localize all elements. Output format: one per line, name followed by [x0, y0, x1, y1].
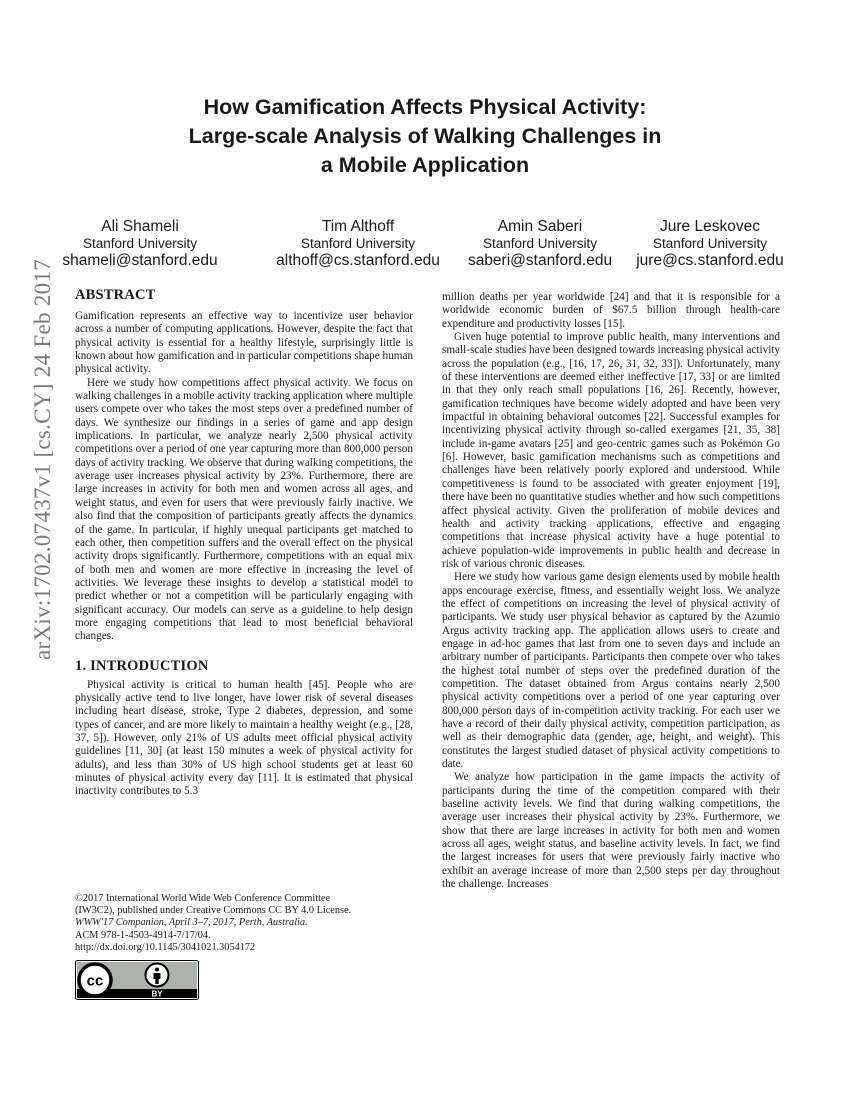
- title-line: a Mobile Application: [320, 153, 530, 177]
- author-affiliation: Stanford University: [482, 236, 598, 251]
- copyright-line: ©2017 International World Wide Web Conference Committee: [75, 893, 331, 904]
- doi-link[interactable]: http://dx.doi.org/10.1145/3041021.3054172: [75, 941, 256, 953]
- left-column: [75, 287, 413, 799]
- intro-paragraph: Physical activity is critical to human health [45]. People who are physically active tend to live longer, have lower risk of several diseases including heart disease, stroke, Type 2 diabetes, depression, and some types of cancer, and are more likely to maintain a healthy weight (e.g., [28, 37, 5]). However, only 21% of US adults meet official physical activity guidelines [11, 30] (at least 150 minutes a week of physical activity for adults), and less than 30% of US high school students get at least 60 minutes of physical activity every day [11]. It is estimated that physical inactivity contributes to 5.3: [75, 678, 413, 798]
- copyright-line: (IW3C2), published under Creative Commons CC BY 4.0 License.: [75, 905, 352, 917]
- abstract-paragraph: Gamification represents an effective way to incentivize user behavior across a number of computing applications. However, despite the fact that physical activity is essential for a healthy lifestyle, surprisingly little is known about how gamification and in particular competitions shape human physical activity.: [75, 310, 413, 376]
- copyright-notice: [75, 893, 413, 954]
- copyright-line: WWW'17 Companion, April 3–7, 2017, Perth, Australia.: [75, 917, 308, 929]
- author-4: [630, 218, 790, 270]
- cc-icon-label: cc: [86, 972, 104, 990]
- abstract-paragraph: Here we study how competitions affect physical activity. We focus on walking challenges in a mobile activity tracking application where multiple users compete over who takes the most steps over a predefined number of days. We synthesize our findings in a series of game and app design implications. In particular, we analyze nearly 2,500 physical activity competitions over a period of one year capturing more than 800,000 person days of activity tracking. We observe that during walking competitions, the average user increases physical activity by 23%. Furthermore, there are large increases in activity for both men and women across all ages, and weight status, and even for users that were previously fairly inactive. We also find that the composition of participants greatly affects the dynamics of the game. In particular, if highly unequal participants get matched to each other, then competition suffers and the overall effect on the physical activity drops significantly. Furthermore, competitions with an equal mix of both men and women are more effective in increasing the level of activities. We leverage these insights to develop a statistical model to predict whether or not a competition will be particularly engaging with significant accuracy. Our models can serve as a guideline to help design more engaging competitions that lead to most beneficial behavioral changes.: [75, 376, 413, 643]
- title-line: Large-scale Analysis of Walking Challenges in: [188, 124, 662, 148]
- arxiv-identifier: arXiv:1702.07437v1 [cs.CY] 24 Feb 2017: [30, 258, 55, 660]
- author-name: Ali Shameli: [101, 218, 179, 235]
- author-email[interactable]: saberi@stanford.edu: [467, 252, 613, 269]
- author-name: Jure Leskovec: [660, 218, 760, 235]
- author-affiliation: Stanford University: [82, 236, 198, 251]
- author-3: [460, 218, 620, 270]
- title-line: How Gamification Affects Physical Activity:: [203, 95, 647, 119]
- intro-paragraph: million deaths per year worldwide [24] and that it is responsible for a worldwide economic burden of $67.5 billion through health-care expenditure and productivity losses [15].: [442, 291, 780, 330]
- intro-paragraph: Here we study how various game design elements used by mobile health apps encourage exercise, fitness, and essentially weight loss. We analyze the effect of competitions on increasing the level of physical activity of participants. We study user physical behavior as captured by the Azumio Argus activity tracking app. The application allows users to create and engage in ad-hoc games that last from one to seven days and include an arbitrary number of participants. Participants then compete over who takes the highest total number of steps over the predefined duration of the competition. The dataset obtained from Argus contains nearly 2,500 physical activity competitions over a period of one year capturing over 800,000 person days of in-competition activity tracking. For each user we have a record of their daily physical activity, competition participation, as well as their demographic data (gender, age, height, and weight). This constitutes the largest studied dataset of physical activity competitions to date.: [442, 571, 780, 771]
- attribution-icon: [146, 964, 169, 987]
- introduction-heading: 1. INTRODUCTION: [75, 657, 209, 674]
- author-2: [268, 218, 448, 270]
- abstract-heading: ABSTRACT: [75, 287, 156, 303]
- author-affiliation: Stanford University: [300, 236, 416, 251]
- author-email[interactable]: althoff@cs.stanford.edu: [276, 252, 440, 269]
- author-name: Amin Saberi: [497, 218, 583, 235]
- intro-paragraph: Given huge potential to improve public health, many interventions and small-scale studies have been designed towards increasing physical activity across the population (e.g., [16, 17, 26, 31, 32, 33]). Unfortunately, many of these interventions are deemed either ineffective [17, 33] or are limited in that they only reach small populations [16, 26]. Recently, however, gamification techniques have become widely adopted and have been very impactful in obtaining behavioral outcomes [22]. Successful examples for incentivizing physical activity through so-called exergames [21, 35, 38] include in-game avatars [25] and geo-centric games such as Pokémon Go [6]. However, basic gamification mechanisms such as competitions and challenges have been relatively poorly explored and understood. While competitiveness is found to be associated with greater enjoyment [19], there have been no quantitative studies whether and how such competitions affect physical activity. Given the proliferation of mobile devices and health and activity tracking applications, effective and engaging competitions that increase physical activity have a huge potential to achieve population-wide improvements in public health and decrease in risk of various chronic diseases.: [442, 331, 781, 570]
- intro-paragraph: We analyze how participation in the game impacts the activity of participants during the time of the competition compared with their baseline activity levels. We find that during walking competitions, the average user increases their physical activity by 23%. Furthermore, we show that there are large increases in activity for both men and women across all ages, weight status, and baseline activity levels. In fact, we find the largest increases for users that were previously fairly inactive who exhibit an average increase of more than 2,500 steps per day throughout the challenge. Increases: [442, 771, 780, 891]
- paper-title: [75, 93, 775, 180]
- copyright-line: ACM 978-1-4503-4914-7/17/04.: [75, 929, 211, 941]
- author-email[interactable]: shameli@stanford.edu: [62, 252, 218, 269]
- cc-by-license-badge[interactable]: [75, 960, 199, 1000]
- right-column: [442, 291, 780, 891]
- author-email[interactable]: jure@cs.stanford.edu: [636, 252, 784, 269]
- author-1: [60, 218, 220, 270]
- author-name: Tim Althoff: [321, 218, 395, 235]
- by-label: BY: [151, 989, 163, 999]
- author-affiliation: Stanford University: [652, 236, 768, 251]
- cc-icon: [79, 964, 111, 996]
